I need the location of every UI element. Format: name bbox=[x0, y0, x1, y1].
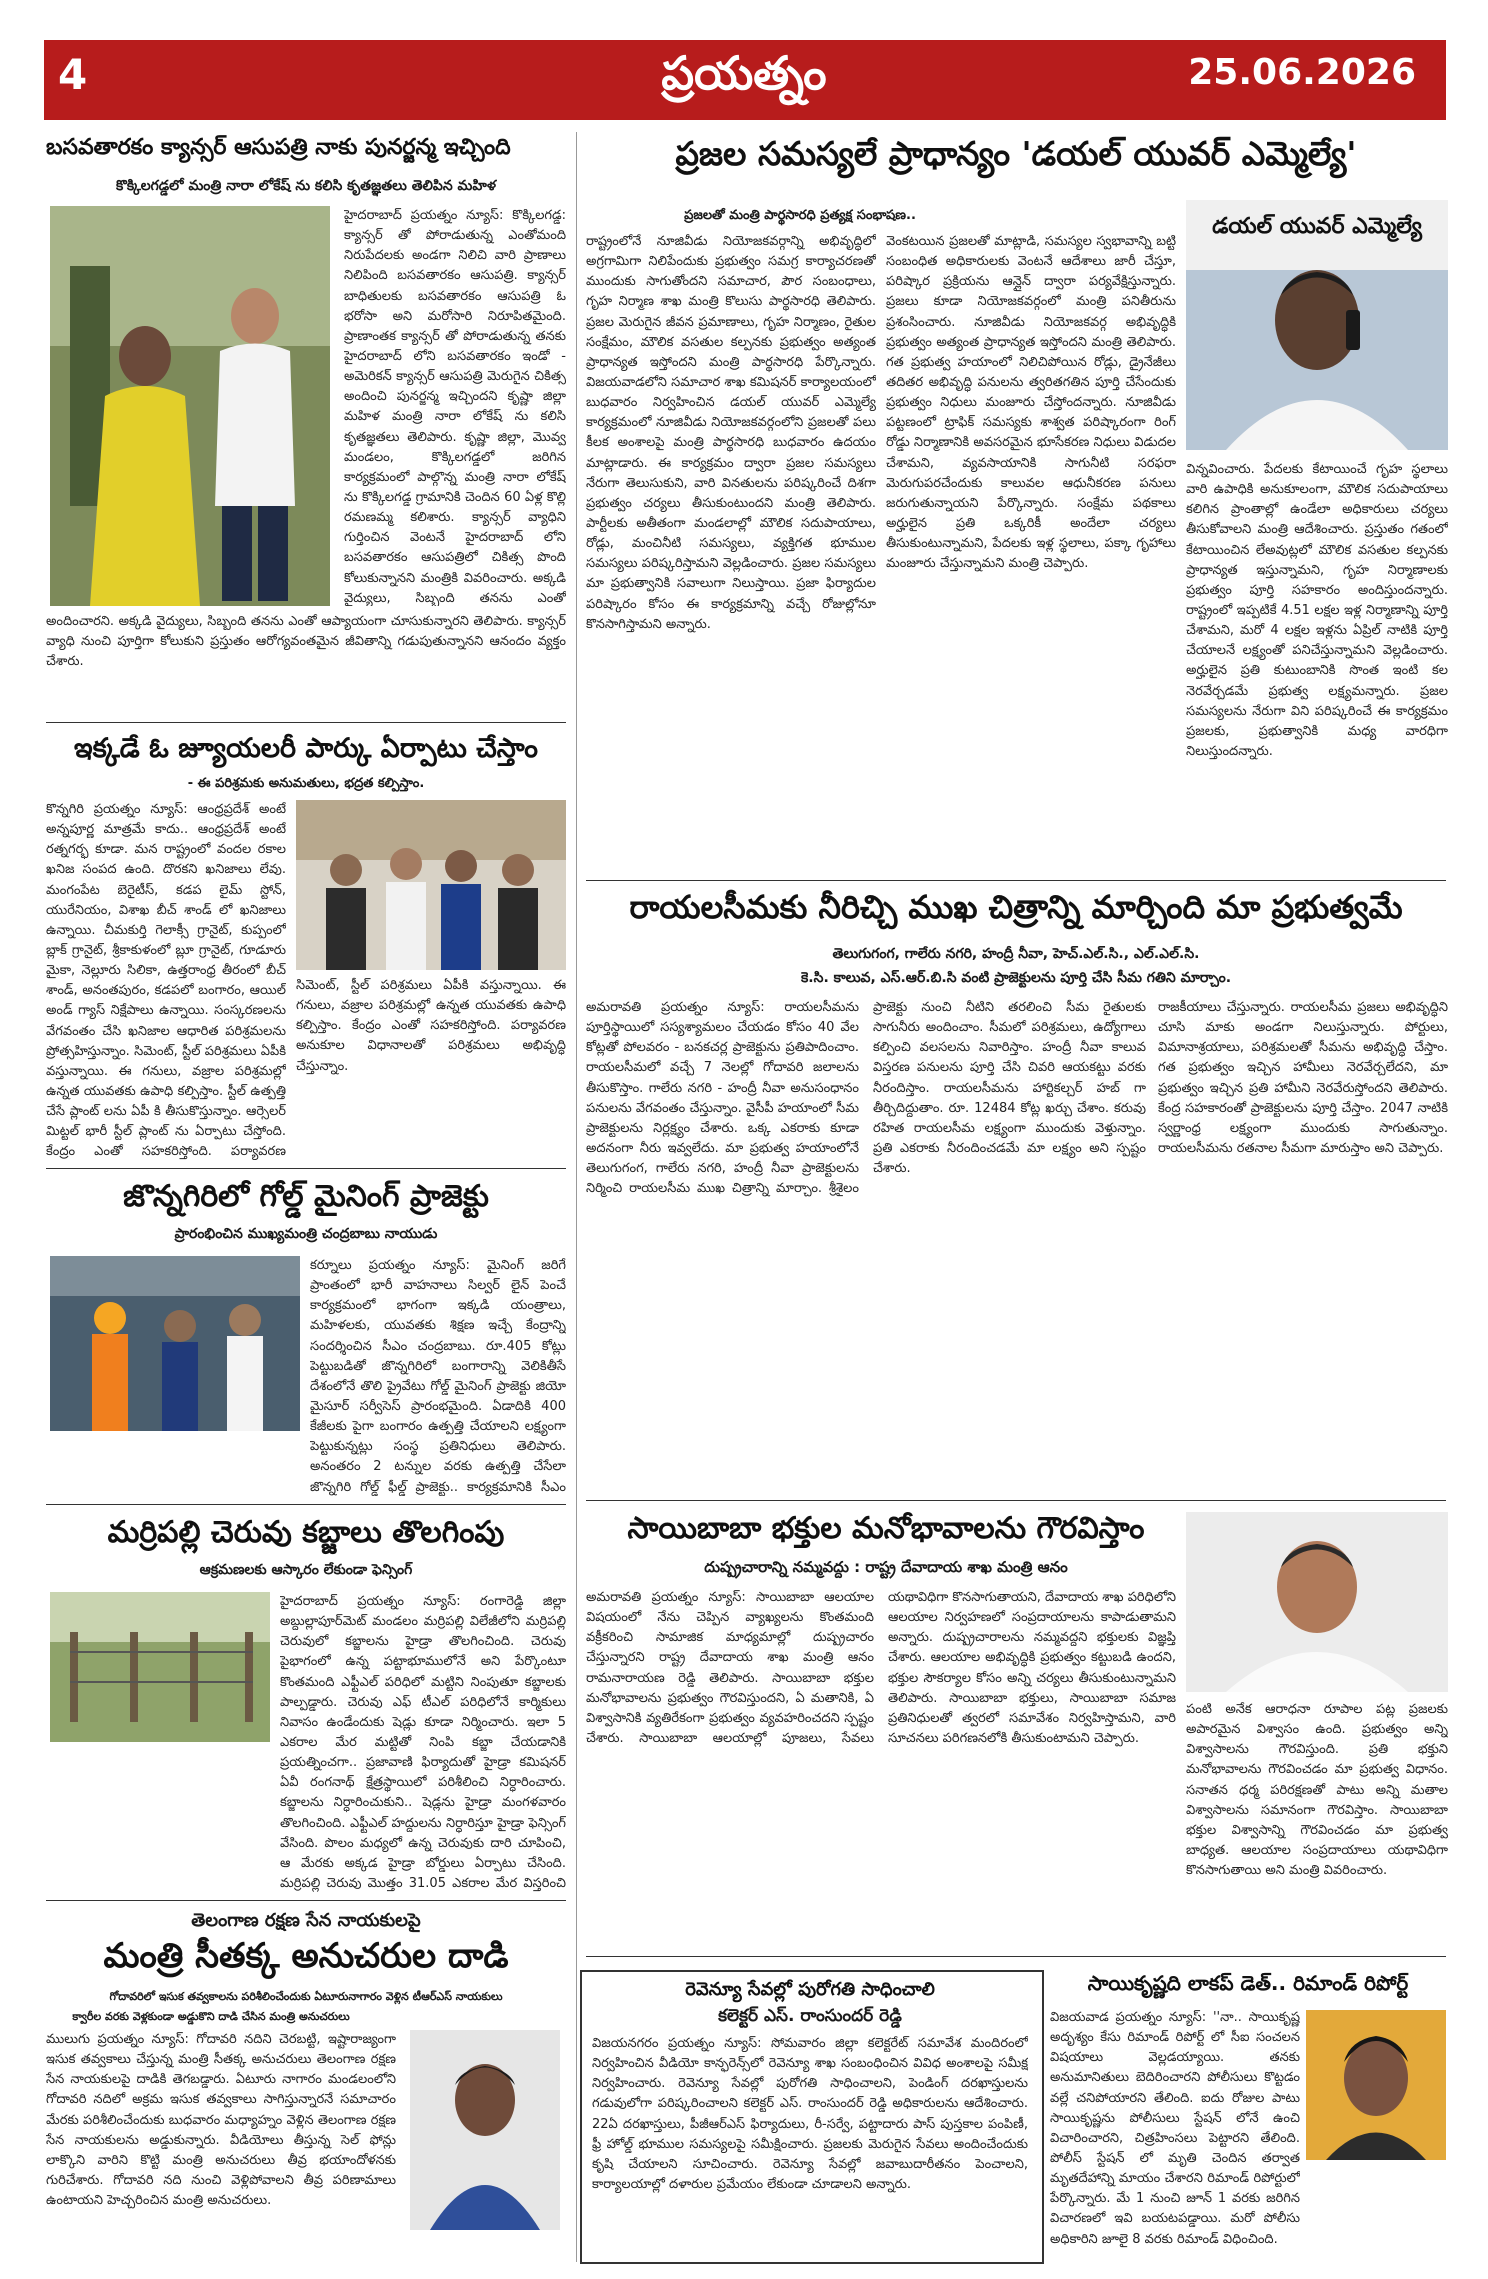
a1-body-continued: అందించారని. అక్కడి వైద్యులు, సిబ్బంది తనను ఎంతో ఆప్యాయంగా చూసుకున్నారని తెలిపారు. క్యాన్సర్ వ్యాధి నుంచి పూర్తిగా కోలుకుని ప్రస్తుతం ఆరోగ్యవంతమైన జీవితాన్ని గడుపుతున్నానని ఆనందం వ్యక్తం చేశారు. bbox=[46, 614, 566, 670]
a10-headline: సాయికృష్ణది లాకప్ డెత్.. రిమాండ్ రిపోర్ట్ bbox=[1087, 1971, 1409, 1995]
a8-subheadline: దుష్ప్రచారాన్ని నమ్మవద్దు : రాష్ట్ర దేవాదాయ శాఖ మంత్రి ఆనం bbox=[704, 1558, 1068, 1576]
a4-headline: మర్రిపల్లి చెరువు కబ్జాలు తొలగింపు bbox=[107, 1515, 505, 1550]
a8-headline: సాయిబాబా భక్తుల మనోభావాలను గౌరవిస్తాం bbox=[627, 1511, 1145, 1546]
a9-body: విజయనగరం ప్రయత్నం న్యూస్: సోమవారం జిల్లా కలెక్టరేట్ సమావేశ మందిరంలో నిర్వహించిన వీడియో కాన్ఫరెన్స్‌లో రెవెన్యూ శాఖ సంబంధించిన వివిధ అంశాలపై సమీక్ష నిర్వహించారు. రెవెన్యూ సేవల్లో పురోగతి సాధించాలని, పెండింగ్ దరఖాస్తులను గడువులోగా పరిష్కరించాలని కలెక్టర్ ఎస్. రాంసుందర్ రెడ్డి అధికారులను ఆదేశించారు. 22ఏ దరఖాస్తులు, పీజీఆర్ఎస్ ఫిర్యాదులు, రీ-సర్వే, పట్టాదారు పాస్ పుస్తకాల పంపిణీ, ఫ్రీ హోల్డ్ భూముల సమస్యలపై సమీక్షించారు. ప్రజలకు మెరుగైన సేవలు అందించేందుకు కృషి చేయాలని సూచించారు. రెవెన్యూ సేవల్లో జవాబుదారీతనం పెంచాలని, కార్యాలయాల్లో దళారుల ప్రమేయం లేకుండా చూడాలని అన్నారు. bbox=[592, 2036, 1028, 2192]
divider bbox=[46, 1504, 566, 1505]
a1-subheadline: కొక్కిలగడ్డలో మంత్రి నారా లోకేష్ ను కలిసి కృతజ్ఞతలు తెలిపిన మహిళ bbox=[115, 178, 497, 194]
a4-subheadline: ఆక్రమణలకు ఆస్కారం లేకుండా ఫెన్సింగ్ bbox=[199, 1562, 413, 1578]
a5-subheadline: గోదావరిలో ఇసుక తవ్వకాలను పరిశీలించేందుకు ఏటూరునాగారం వెళ్లిన టీఆర్ఎస్ నాయకులు bbox=[109, 1990, 503, 2003]
a4-photo-lake-fencing bbox=[50, 1592, 270, 1742]
a7-body-2: రాజకీయాలు చేస్తున్నారు. రాయలసీమ ప్రజలు అభివృద్ధిని చూసి మాకు అండగా నిలుస్తున్నారు. పోర్టులు, విమానాశ్రయాలు, పరిశ్రమలతో సీమను అభివృద్ధి చేస్తాం. గత ప్రభుత్వం ఇచ్చిన హామీలు నెరవేర్చలేదని, మా ప్రభుత్వం ఇచ్చిన ప్రతి హామీని నెరవేరుస్తోందని తెలిపారు. కేంద్ర సహకారంతో ప్రాజెక్టులను పూర్తి చేస్తాం. 2047 నాటికి స్వర్ణాంధ్ర లక్ష్యంగా ముందుకు సాగుతున్నాం. రాయలసీమను రతనాల సీమగా మారుస్తాం అని చెప్పారు. bbox=[1158, 1000, 1448, 1156]
a6-body-mid: వెంకటయిన ప్రజలతో మాట్లాడి, సమస్యల స్వభావాన్ని బట్టి సంబంధిత అధికారులకు వెంటనే ఆదేశాలు జారీ చేస్తూ, పరిష్కార ప్రక్రియను ఆన్లైన్ ద్వారా పర్యవేక్షిస్తున్నారు. ప్రజలు కూడా నియోజకవర్గంలో మంత్రి పనితీరును ప్రశంసించారు. నూజివీడు నియోజకవర్గ అభివృద్ధికి ప్రభుత్వం అత్యంత ప్రాధాన్యత ఇస్తోందని మంత్రి తెలిపారు. గత ప్రభుత్వ హయాంలో నిలిచిపోయిన రోడ్లు, డ్రైనేజీలు తదితర అభివృద్ధి పనులను త్వరితగతిన పూర్తి చేసేందుకు ప్రభుత్వం నిధులు మంజూరు చేస్తోందన్నారు. నూజివీడు పట్టణంలో ట్రాఫిక్ సమస్యకు శాశ్వత పరిష్కారంగా రింగ్ రోడ్డు నిర్మాణానికి అవసరమైన భూసేకరణ నిధులు విడుదల చేశామని, వ్యవసాయానికి సాగునీటి సరఫరా మెరుగుపరచేందుకు కాలువల ఆధునీకరణ పనులు జరుగుతున్నాయని పేర్కొన్నారు. సంక్షేమ పథకాలు అర్హులైన ప్రతి ఒక్కరికీ అందేలా చర్యలు తీసుకుంటున్నామని, పేదలకు ఇళ్ల స్థలాలు, పక్కా గృహాలు మంజూరు చేస్తున్నామని మంత్రి చెప్పారు. bbox=[886, 234, 1176, 572]
divider bbox=[46, 1168, 566, 1169]
a7-body: అమరావతి ప్రయత్నం న్యూస్: రాయలసీమను పూర్తిస్థాయిలో సస్యశ్యామలం చేయడం కోసం 40 వేల కోట్లతో పోలవరం - బనకచర్ల ప్రాజెక్టును ప్రతిపాదించాం. రాయలసీమలో వచ్చే 7 నెలల్లో గోదావరి జలాలను తీసుకొస్తాం. గాలేరు నగరి - హంద్రీ నీవా అనుసంధానం పనులను వేగవంతం చేస్తున్నాం. వైసీపీ హయాంలో సీమ ప్రాజెక్టులను నిర్లక్ష్యం చేశారు. ఒక్క ఎకరాకు కూడా అదనంగా నీరు ఇవ్వలేదు. మా ప్రభుత్వ హయాంలోనే తెలుగుగంగ, గాలేరు నగరి, హంద్రీ నీవా ప్రాజెక్టులను నిర్మించి రాయలసీమ ముఖ చిత్రాన్ని మార్చాం. శ్రీశైలం ప్రాజెక్టు నుంచి నీటిని తరలించి సీమ రైతులకు సాగునీరు అందించాం. సీమలో పరిశ్రమలు, ఉద్యోగాలు కల్పించి వలసలను నివారిస్తాం. హంద్రీ నీవా కాలువ విస్తరణ పనులను పూర్తి చేసి చివరి ఆయకట్టు వరకు నీరందిస్తాం. రాయలసీమను హార్టికల్చర్ హబ్ గా తీర్చిదిద్దుతాం. రూ. 12484 కోట్ల ఖర్చు చేశాం. కరువు రహిత రాయలసీమ లక్ష్యంగా ముందుకు వెళ్తున్నాం. ప్రతి ఎకరాకు నీరందించడమే మా లక్ష్యం అని స్పష్టం చేశారు. bbox=[586, 1000, 1146, 1197]
a1-body: హైదరాబాద్ ప్రయత్నం న్యూస్: కొక్కిలగడ్డ: క్యాన్సర్ తో పోరాడుతున్న ఎంతోమంది నిరుపేదలకు అండగా నిలిచి వారి ప్రాణాలు నిలిపింది బసవతారకం ఆసుపత్రి. క్యాన్సర్ బాధితులకు బసవతారకం ఆసుపత్రి ఓ భరోసా అని మరోసారి నిరూపితమైంది. ప్రాణాంతక క్యాన్సర్ తో పోరాడుతున్న తనకు హైదరాబాద్ లోని బసవతారకం ఇండో - అమెరికన్ క్యాన్సర్ ఆసుపత్రి మెరుగైన చికిత్స అందించి పునర్జన్మ ఇచ్చిందని కృష్ణా జిల్లా మహిళ మంత్రి నారా లోకేష్ ను కలిసి కృతజ్ఞతలు తెలిపారు. కృష్ణా జిల్లా, మొవ్వ మండలం, కొక్కిలగడ్డలో జరిగిన కార్యక్రమంలో పాల్గొన్న మంత్రి నారా లోకేష్ ను కొక్కిలగడ్డ గ్రామానికి చెందిన 60 ఏళ్ల కొల్లి రమణమ్మ కలిశారు. క్యాన్సర్ వ్యాధిని గుర్తించిన వెంటనే హైదరాబాద్ లోని బసవతారకం ఆసుపత్రిలో చికిత్స పొంది కోలుకున్నానని మంత్రికి వివరించారు. అక్కడి వైద్యులు, సిబ్బంది తనను ఎంతో bbox=[344, 208, 566, 606]
column-separator bbox=[576, 132, 577, 2262]
a8-photo-minister-anam bbox=[1186, 1512, 1448, 1692]
divider bbox=[46, 722, 566, 723]
page-number: 4 bbox=[58, 50, 88, 99]
a9-subheadline: కలెక్టర్ ఎస్. రాంసుందర్ రెడ్డి bbox=[718, 2006, 902, 2026]
a6-headline: ప్రజల సమస్యలే ప్రాధాన్యం 'డయల్ యువర్ ఎమ్మెల్యే' bbox=[675, 134, 1357, 173]
a5-photo-seethakka bbox=[410, 2030, 560, 2230]
a2-headline: ఇక్కడే ఓ జ్యూయలరీ పార్కు ఏర్పాటు చేస్తాం bbox=[74, 733, 538, 764]
a7-headline: రాయలసీమకు నీరిచ్చి ముఖ చిత్రాన్ని మార్చింది మా ప్రభుత్వమే bbox=[629, 888, 1403, 926]
a6-photo-minister-phone bbox=[1186, 200, 1448, 450]
a2-body-continued: సిమెంట్, స్టీల్ పరిశ్రమలు ఏపీకి వస్తున్నాయి. ఈ గనులు, వజ్రాల పరిశ్రమల్లో ఉన్నత యువతకు ఉపాధి కల్పిస్తాం. కేంద్రం ఎంతో సహకరిస్తోంది. పర్యావరణ అనుకూల విధానాలతో పరిశ్రమలు అభివృద్ధి చేస్తున్నాం. bbox=[296, 978, 566, 1074]
a6-body-right: విన్నవించారు. పేదలకు కేటాయించే గృహ స్థలాలు వారి ఉపాధికి అనుకూలంగా, మౌలిక సదుపాయాలు కలిగిన ప్రాంతాల్లో ఉండేలా అధికారులు చర్యలు తీసుకోవాలని మంత్రి ఆదేశించారు. ప్రస్తుతం గతంలో కేటాయించిన లేఅవుట్లలో మౌలిక వసతుల కల్పనకు ప్రాధాన్యత ఇస్తున్నామని, గృహ నిర్మాణాలకు ప్రభుత్వం పూర్తి సహకారం అందిస్తుందన్నారు. రాష్ట్రంలో ఇప్పటికే 4.51 లక్షల ఇళ్ల నిర్మాణాన్ని పూర్తి చేశామని, మరో 4 లక్షల ఇళ్లను ఏప్రిల్ నాటికి పూర్తి చేయాలనే లక్ష్యంతో పనిచేస్తున్నామని వెల్లడించారు. అర్హులైన ప్రతి కుటుంబానికి సొంత ఇంటి కల నెరవేర్చడమే ప్రభుత్వ లక్ష్యమన్నారు. ప్రజల సమస్యలను నేరుగా విని పరిష్కరించే ఈ కార్యక్రమం ప్రజలకు, ప్రభుత్వానికి మధ్య వారధిగా నిలుస్తుందన్నారు. bbox=[1186, 462, 1448, 759]
a5-headline: మంత్రి సీతక్క అనుచరుల దాడి bbox=[103, 1936, 509, 1976]
a1-headline: బసవతారకం క్యాన్సర్ ఆసుపత్రి నాకు పునర్జన్మ ఇచ్చింది bbox=[46, 135, 511, 160]
a5-body: ములుగు ప్రయత్నం న్యూస్: గోదావరి నదిని చెరబట్టి, ఇష్టారాజ్యంగా ఇసుక తవ్వకాలు చేస్తున్న మంత్రి సీతక్క అనుచరులు తెలంగాణ రక్షణ సేన నాయకులపై దాడికి తెగబడ్డారు. ఏటూరు నాగారం మండలంలోని గోదావరి నదిలో అక్రమ ఇసుక తవ్వకాలు సాగిస్తున్నారనే సమాచారం మేరకు పరిశీలించేందుకు బుధవారం మధ్యాహ్నం వెళ్లిన తెలంగాణ రక్షణ సేన నాయకులను అడ్డుకున్నారు. వీడియోలు తీస్తున్న సెల్ ఫోన్లు లాక్కొని వారిని కొట్టి మంత్రి అనుచరులు తీవ్ర భయాందోళనకు గురిచేశారు. గోదావరి నది నుంచి వెళ్లిపోవాలని తీవ్ర పరిణామాలు ఉంటాయని హెచ్చరించిన మంత్రి అనుచరులు. bbox=[46, 2032, 396, 2209]
a6-sign-text: డయల్ యువర్ ఎమ్మెల్యే bbox=[1212, 214, 1422, 239]
a8-body-2: పంటి అనేక ఆరాధనా రూపాల పట్ల ప్రజలకు అపారమైన విశ్వాసం ఉంది. ప్రభుత్వం అన్ని విశ్వాసాలను గౌరవిస్తుంది. ప్రతి భక్తుని మనోభావాలను గౌరవించడం మా ప్రభుత్వ విధానం. సనాతన ధర్మ పరిరక్షణతో పాటు అన్ని మతాల విశ్వాసాలను సమానంగా గౌరవిస్తాం. సాయిబాబా భక్తుల విశ్వాసాన్ని గౌరవించడం మా ప్రభుత్వ బాధ్యత. ఆలయాల సంప్రదాయాలు యథావిధిగా కొనసాగుతాయి అని మంత్రి వివరించారు. bbox=[1186, 1702, 1448, 1879]
a2-subheadline: - ఈ పరిశ్రమకు అనుమతులు, భద్రత కల్పిస్తాం. bbox=[187, 776, 425, 791]
a1-photo-lokesh-with-woman bbox=[50, 206, 330, 606]
issue-date: 25.06.2026 bbox=[1188, 52, 1416, 93]
a3-subheadline: ప్రారంభించిన ముఖ్యమంత్రి చంద్రబాబు నాయుడు bbox=[174, 1226, 438, 1242]
a8-body: అమరావతి ప్రయత్నం న్యూస్: సాయిబాబా ఆలయాల విషయంలో నేను చెప్పిన వ్యాఖ్యలను కొంతమంది వక్రీకరించి సామాజిక మాధ్యమాల్లో దుష్ప్రచారం చేస్తున్నారని రాష్ట్ర దేవాదాయ శాఖ మంత్రి ఆనం రామనారాయణ రెడ్డి తెలిపారు. సాయిబాబా భక్తుల మనోభావాలను ప్రభుత్వం గౌరవిస్తుందని, ఏ మతానికి, ఏ విశ్వాసానికి వ్యతిరేకంగా ప్రభుత్వం వ్యవహరించదని స్పష్టం చేశారు. సాయిబాబా ఆలయాల్లో పూజలు, సేవలు యథావిధిగా కొనసాగుతాయని, దేవాదాయ శాఖ పరిధిలోని ఆలయాల నిర్వహణలో సంప్రదాయాలను కాపాడుతామని అన్నారు. దుష్ప్రచారాలను నమ్మవద్దని భక్తులకు విజ్ఞప్తి చేశారు. ఆలయాల అభివృద్ధికి ప్రభుత్వం కట్టుబడి ఉందని, భక్తుల సౌకర్యాల కోసం అన్ని చర్యలు తీసుకుంటున్నామని తెలిపారు. సాయిబాబా భక్తులు, సాయిబాబా సమాజ ప్రతినిధులతో త్వరలో సమావేశం నిర్వహిస్తామని, వారి సూచనలు పరిగణనలోకి తీసుకుంటామని చెప్పారు. bbox=[586, 1590, 1176, 1746]
divider bbox=[586, 1956, 1446, 1957]
a2-photo-cm-group bbox=[296, 800, 566, 970]
a9-headline: రెవెన్యూ సేవల్లో పురోగతి సాధించాలి bbox=[685, 1979, 935, 2000]
a7-subheadline: తెలుగుగంగ, గాలేరు నగరి, హంద్రీ నీవా, హెచ్.ఎల్.సి., ఎల్.ఎల్.సి. bbox=[832, 946, 1200, 962]
divider bbox=[46, 1900, 566, 1901]
a6-body-left: రాష్ట్రంలోనే నూజివీడు నియోజకవర్గాన్ని అభివృద్ధిలో అగ్రగామిగా నిలిపేందుకు ప్రభుత్వం సమగ్ర కార్యాచరణతో ముందుకు సాగుతోందని సమాచార, పౌర సంబంధాలు, గృహ నిర్మాణ శాఖ మంత్రి కొలుసు పార్థసారధి తెలిపారు. ప్రజల మెరుగైన జీవన ప్రమాణాలు, గృహ నిర్మాణం, రైతుల సంక్షేమం, మౌలిక వసతుల కల్పనకు ప్రభుత్వం అత్యంత ప్రాధాన్యత ఇస్తోందని మంత్రి పార్థసారధి పేర్కొన్నారు. విజయవాడలోని సమాచార శాఖ కమిషనర్ కార్యాలయంలో బుధవారం నిర్వహించిన డయల్ యువర్ ఎమ్మెల్యే కార్యక్రమంలో నూజివీడు నియోజకవర్గంలోని ప్రజలతో పలు కీలక అంశాలపై మంత్రి పార్థసారధి బుధవారం ఉదయం మాట్లాడారు. ఈ కార్యక్రమం ద్వారా ప్రజల సమస్యలు నేరుగా తెలుసుకుని, వారి వినతులను పరిష్కరించే దిశగా ప్రభుత్వం చర్యలు తీసుకుంటుందని మంత్రి తెలిపారు. పార్టీలకు అతీతంగా మండలాల్లో మౌలిక సదుపాయాలు, రోడ్లు, మంచినీటి సమస్యలు, వ్యక్తిగత భూముల సమస్యలు పరిష్కరిస్తామని వెల్లడించారు. ప్రజల సమస్యలు మా ప్రభుత్వానికి సవాలుగా నిలుస్తాయి. ప్రజా ఫిర్యాదుల పరిష్కారం కోసం ఈ కార్యక్రమాన్ని వచ్చే రోజుల్లోనూ కొనసాగిస్తామని అన్నారు. bbox=[586, 234, 876, 632]
newspaper-name: ప్రయత్నం bbox=[661, 46, 827, 100]
divider bbox=[586, 1500, 1446, 1501]
a5-kicker: తెలంగాణ రక్షణ సేన నాయకులపై bbox=[191, 1910, 421, 1931]
a3-headline: జొన్నగిరిలో గోల్డ్ మైనింగ్ ప్రాజెక్టు bbox=[123, 1179, 489, 1214]
a5-subheadline-2: క్వారీల వరకు వెళ్లకుండా అడ్డుకొని దాడి చేసిన మంత్రి అనుచరులు bbox=[72, 2010, 350, 2023]
a2-body: కొన్నగిరి ప్రయత్నం న్యూస్: ఆంధ్రప్రదేశ్ అంటే అన్నపూర్ణ మాత్రమే కాదు.. ఆంధ్రప్రదేశ్ అంటే రత్నగర్భ కూడా. మన రాష్ట్రంలో వందల రకాల ఖనిజ సంపద ఉంది. దొరకని ఖనిజాలు లేవు. మంగంపేట బెరైటీస్, కడప లైమ్ స్టోన్, యురేనియం, విశాఖ బీచ్ శాండ్ లో ఖనిజాలు ఉన్నాయి. చీమకుర్తి గెలాక్సీ గ్రానైట్, కుప్పంలో బ్లాక్ గ్రానైట్, శ్రీకాకుళంలో బ్లూ గ్రానైట్, గూడూరు మైకా, నెల్లూరు సిలికా, ఉత్తరాంధ్ర తీరంలో బీచ్ శాండ్, అనంతపురం, కడపలో బంగారం, ఆయిల్ అండ్ గ్యాస్ నిక్షేపాలు ఉన్నాయి. సంస్కరణలను వేగవంతం చేసి ఖనిజాల ఆధారిత పరిశ్రమలను ప్రోత్సహిస్తున్నాం. సిమెంట్, స్టీల్ పరిశ్రమలు ఏపీకి వస్తున్నాయి. ఈ గనులు, వజ్రాల పరిశ్రమల్లో ఉన్నత యువతకు ఉపాధి కల్పిస్తాం. స్టీల్ ఉత్పత్తి చేసే ప్లాంట్ లను ఏపీ కి తీసుకొస్తున్నాం. ఆర్సెలర్ మిట్టల్ భారీ స్టీల్ ప్లాంట్ ను ఏర్పాటు చేస్తోంది. కేంద్రం ఎంతో సహకరిస్తోంది. పర్యావరణ bbox=[46, 802, 286, 1160]
a7-subheadline-2: కె.సి. కాలువ, ఎస్.ఆర్.బి.సి వంటి ప్రాజెక్టులను పూర్తి చేసి సీమ గతిని మార్చాం. bbox=[800, 970, 1232, 986]
a10-photo-saikrishna bbox=[1306, 2010, 1446, 2160]
masthead bbox=[44, 40, 1446, 120]
a6-subheadline: ప్రజలతో మంత్రి పార్థసారధి ప్రత్యక్ష సంభాషణ.. bbox=[684, 208, 916, 223]
a4-body: హైదరాబాద్ ప్రయత్నం న్యూస్: రంగారెడ్డి జిల్లా అబ్దుల్లాపూర్‌మెట్ మండలం మర్రిపల్లి విలేజీలోని మర్రిపల్లి చెరువులో కబ్జాలను హైడ్రా తొలగించింది. చెరువు పైభాగంలో ఉన్న పట్టాభూములోనే అని పేర్కొంటూ కొంతమంది ఎఫ్టీఎల్ పరిధిలో మట్టిని నింపుతూ కబ్జాలకు పాల్పడ్డారు. చెరువు ఎఫ్ టీఎల్ పరిధిలోనే కార్మికులు నివాసం ఉండేందుకు షెడ్లు కూడా నిర్మించారు. ఇలా 5 ఎకరాల మేర మట్టితో నింపి కబ్జా చేయడానికి ప్రయత్నించగా.. ప్రజావాణి ఫిర్యాదుతో హైడ్రా కమిషనర్ ఏవీ రంగనాథ్ క్షేత్రస్థాయిలో పరిశీలించి నిర్ధారించారు. కబ్జాలను నిర్ధారించుకుని.. షెడ్లను హైడ్రా మంగళవారం తొలగించింది. ఎఫ్టీఎల్ హద్దులను నిర్ధారిస్తూ హైడ్రా ఫెన్సింగ్ వేసింది. పొలం మధ్యలో ఉన్న చెరువుకు దారి చూపించి, ఆ మేరకు అక్కడ హైడ్రా బోర్డులు ఏర్పాటు చేసింది. మర్రిపల్లి చెరువు మొత్తం 31.05 ఎకరాల మేర విస్తరించి bbox=[280, 1594, 566, 1891]
divider bbox=[586, 880, 1446, 881]
a3-photo-gold-mining bbox=[50, 1256, 300, 1431]
a3-body: కర్నూలు ప్రయత్నం న్యూస్: మైనింగ్ జరిగే ప్రాంతంలో భారీ వాహనాలు సిల్వర్ లైన్ పెంచే కార్యక్రమంలో భాగంగా ఇక్కడి యంత్రాలు, మహిళలకు, యువతకు శిక్షణ ఇచ్చే కేంద్రాన్ని సందర్శించిన సీఎం చంద్రబాబు. రూ.405 కోట్లు పెట్టుబడితో జొన్నగిరిలో బంగారాన్ని వెలికితీసే దేశంలోనే తొలి ప్రైవేటు గోల్డ్ మైనింగ్ ప్రాజెక్టు జియో మైసూర్ సర్వీసెస్ ప్రారంభమైంది. ఏడాదికి 400 కేజీలకు పైగా బంగారం ఉత్పత్తి చేయాలని లక్ష్యంగా పెట్టుకున్నట్లు సంస్థ ప్రతినిధులు తెలిపారు. అనంతరం 2 టన్నుల వరకు ఉత్పత్తి చేసేలా జొన్నగిరి గోల్డ్ ఫీల్డ్ ప్రాజెక్టు.. కార్యక్రమానికి సీఎం bbox=[310, 1258, 566, 1495]
a10-body: విజయవాడ ప్రయత్నం న్యూస్: ''నా.. సాయికృష్ణ అదృశ్యం కేసు రిమాండ్ రిపోర్ట్ లో సీఐ సంచలన విషయాలు వెల్లడయ్యాయి. తనకు అనుమానితులు బెదిరించారని పోలీసులు కొట్టడం వల్లే చనిపోయారని తేలింది. ఐదు రోజుల పాటు సాయికృష్ణను పోలీసులు స్టేషన్ లోనే ఉంచి విచారించారని, చిత్రహింసలు పెట్టారని తేలింది. పోలీస్ స్టేషన్ లో మృతి చెందిన తర్వాత మృతదేహాన్ని మాయం చేశారని రిమాండ్ రిపోర్టులో పేర్కొన్నారు. మే 1 నుంచి జూన్ 1 వరకు జరిగిన విచారణలో ఇవి బయటపడ్డాయి. మరో పోలీసు అధికారిని జూలై 8 వరకు రిమాండ్ విధించింది. bbox=[1050, 2010, 1300, 2247]
